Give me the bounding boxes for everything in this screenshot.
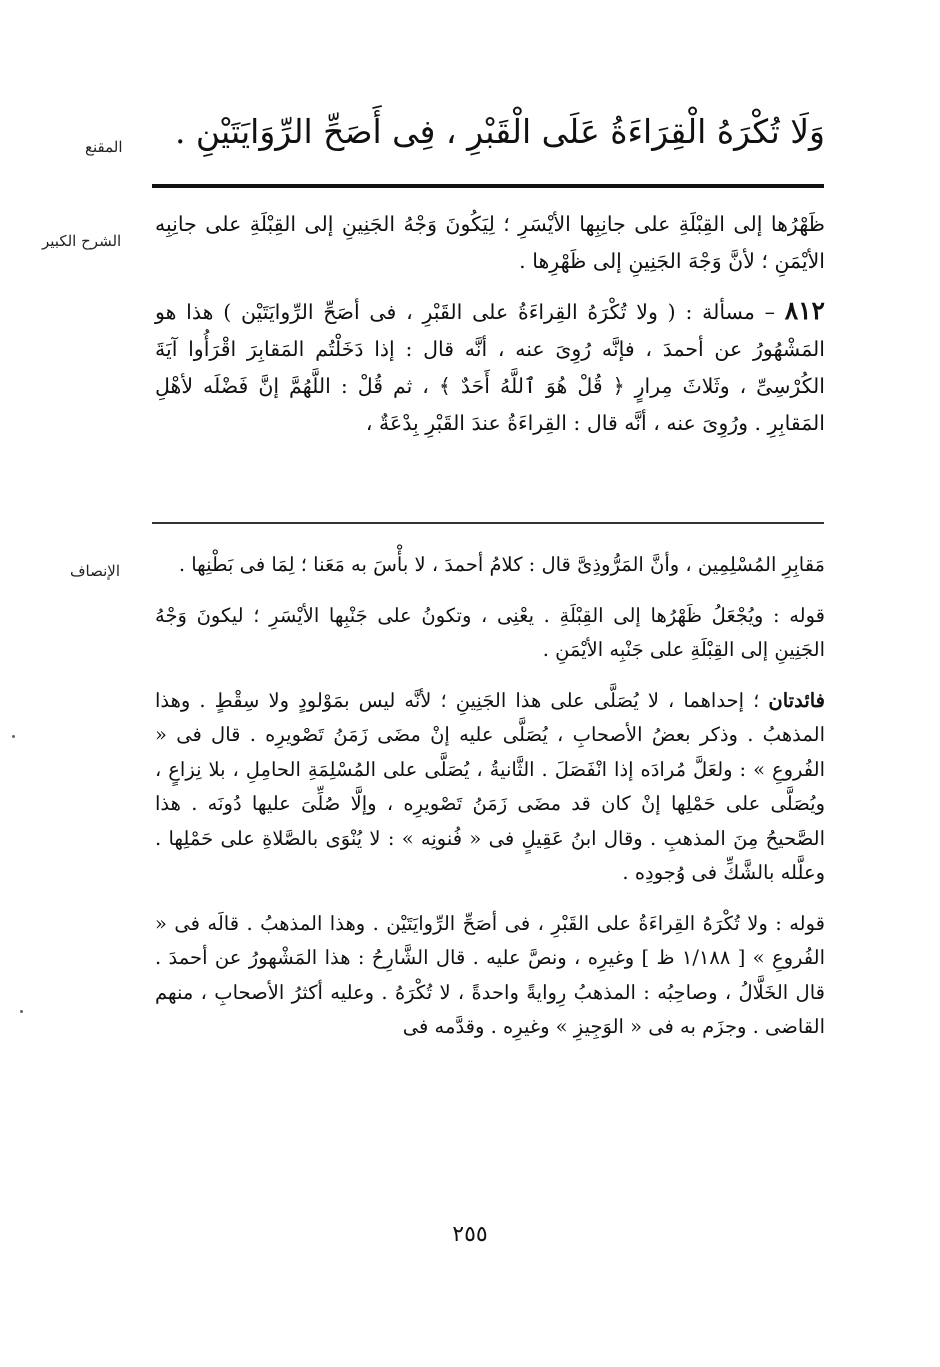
section-divider-thin xyxy=(152,522,824,524)
insaf-section xyxy=(155,548,825,1045)
issue-text: – مسألة : ( ولا تُكْرَهُ القِراءَةُ على القَبْرِ ، فى أصَحِّ الرِّوايَتَيْن ) هذا هو المَشْهُورُ عن أحمدَ ، فإنَّه رُوِىَ عنه ، أنَّه قال : إذا دَخَلْتُم المَقابِرَ اقْرَأُوا آيَةَ الكُرْسِىِّ ، وثَلاثَ مِرارٍ ﴿ قُلْ هُوَ ٱللَّهُ أَحَدٌ ﴾ ، ثم قُلْ : اللَّهُمَّ إنَّ فَضْلَه لأهْلِ المَقابِرِ . ورُوِىَ عنه ، أنَّه قال : القِراءَةُ عندَ القَبْرِ بِدْعَةٌ ، xyxy=(155,300,825,435)
side-label-muqni: المقنع xyxy=(85,138,123,156)
scan-speck xyxy=(20,1010,23,1013)
issue-number: ٨١٢ xyxy=(784,296,825,325)
insaf-paragraph xyxy=(155,684,825,891)
matn-text: وَلَا تُكْرَهُ الْقِرَاءَةُ عَلَى الْقَبْرِ ، فِى أَصَحِّ الرِّوَايَتَيْنِ . xyxy=(174,112,825,151)
sharh-section xyxy=(155,206,825,442)
insaf-paragraph: قوله : ويُجْعَلُ ظَهْرُها إلى القِبْلَةِ . يعْنِى ، وتكونُ على جَنْبِها الأيْسَرِ ؛ ليكونَ وَجْهُ الجَنِينِ إلى القِبْلَةِ على جَنْبِه الأيْمَنِ . xyxy=(155,603,825,661)
page-number: ٢٥٥ xyxy=(452,1222,488,1247)
paragraph-lead: فائدتان xyxy=(768,688,826,712)
side-label-sharh: الشرح الكبير xyxy=(42,232,122,250)
insaf-paragraph: مَقابِرِ المُسْلِمِين ، وأنَّ المَرُّوذِىَّ قال : كلامُ أحمدَ ، لا بأْسَ به مَعَنا ؛ لِمَا فى بَطْنِها . xyxy=(178,553,825,576)
scan-speck xyxy=(12,735,15,738)
sharh-paragraph: ظَهْرُها إلى القِبْلَةِ على جانِبِها الأيْسَرِ ؛ لِيَكُونَ وَجْهُ الجَنِينِ إلى القِبْلَةِ على جانِبِه الأيْمَنِ ؛ لأنَّ وَجْهَ الجَنِينِ إلى ظَهْرِها . xyxy=(155,212,825,273)
paragraph-text: ؛ إحداهما ، لا يُصَلَّى على هذا الجَنِينِ ؛ لأنَّه ليس بمَوْلودٍ ولا سِقْطٍ . وهذا المذهبُ . وذكر بعضُ الأصحابِ ، يُصَلَّى عليه إنْ مضَى زَمَنُ تَصْويرِه . قال فى « الفُروعِ » : ولعَلَّ مُرادَه إذا انْفَصَلَ . الثَّانيةُ ، يُصَلَّى على المُسْلِمَةِ الحامِلِ ، بلا نِزاعٍ ، ويُصَلَّى على حَمْلِها إنْ كان قد مضَى زَمَنُ تَصْويرِه ، وإلَّا صُلِّىَ عليها دُونَه . هذا الصَّحيحُ مِنَ المذهبِ . وقال ابنُ عَقِيلٍ فى « فُنونِه » : لا يُنْوَى بالصَّلاةِ على حَمْلِها . وعلَّله بالشَّكِّ فى وُجودِه . xyxy=(155,688,825,884)
sharh-paragraph xyxy=(155,292,825,442)
side-label-insaf: الإنصاف xyxy=(70,562,121,580)
section-divider-thick xyxy=(152,184,824,188)
insaf-paragraph: قوله : ولا تُكْرَهُ القِراءَةُ على القَبْرِ ، فى أصَحِّ الرِّوايَتَيْن . وهذا المذهبُ . قالَه فى « الفُروعِ » [ ١/١٨٨ ظ ] وغيرِه ، ونصَّ عليه . قال الشَّارِحُ : هذا المَشْهورُ عن أحمدَ . قال الخَلَّالُ ، وصاحِبُه : المذهبُ رِوايةً واحدةً ، لا تُكْرَهُ . وعليه أكثرُ الأصحابِ ، منهم القاضى . وجزَم به فى « الوَجِيزِ » وغيرِه . وقدَّمه فى xyxy=(155,911,825,1038)
